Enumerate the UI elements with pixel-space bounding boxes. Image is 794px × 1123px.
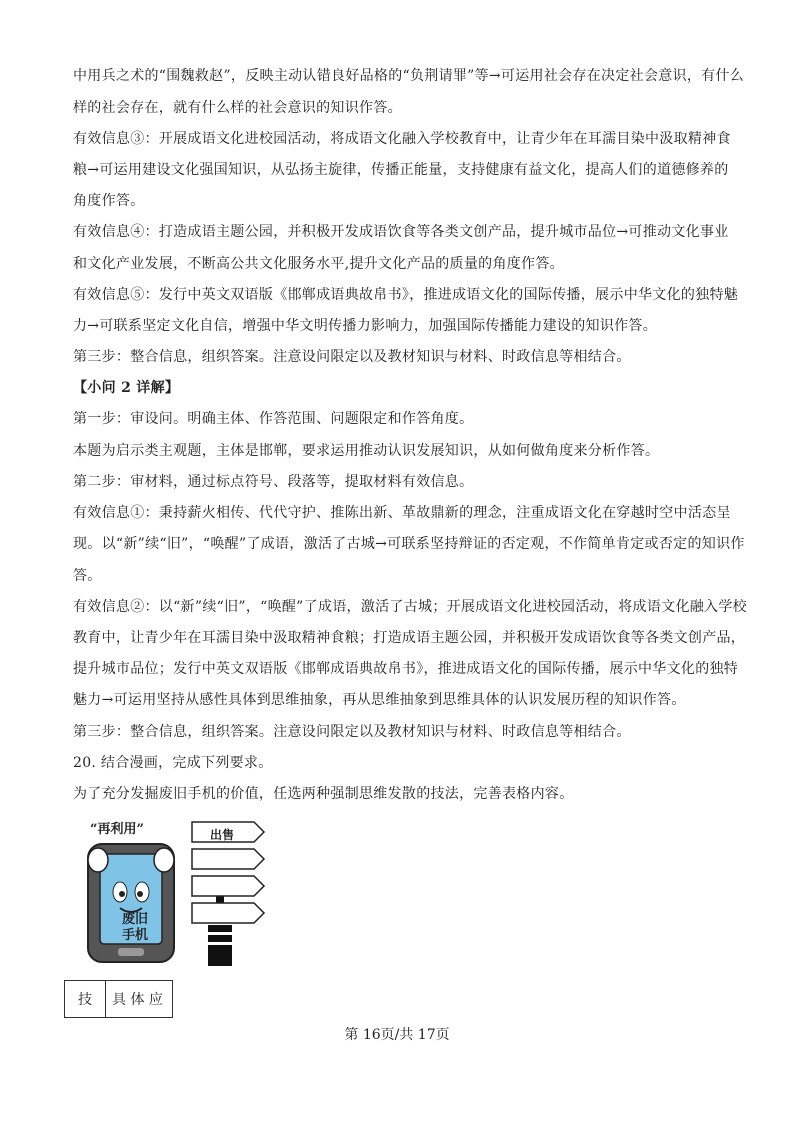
phone-and-signpost-illustration — [68, 818, 278, 970]
cartoon-figure — [68, 818, 278, 970]
table-cell: 具 体 应 — [106, 981, 173, 1018]
text-line: 第二步：审材料，通过标点符号、段落等，提取材料有效信息。 — [73, 474, 474, 490]
table-row — [65, 981, 173, 1018]
text-line: 提升城市品位；发行中英文双语版《邯郸成语典故帛书》，推进成语文化的国际传播，展示中华文化的独特 — [73, 661, 739, 677]
text-line: 答。 — [73, 568, 102, 584]
text-line: 中用兵之术的“围魏救赵”，反映主动认错良好品格的“负荆请罪”等→可运用社会存在决定社会意识，有什么 — [73, 68, 745, 84]
text-line: 粮→可运用建设文化强国知识，从弘扬主旋律，传播正能量，支持健康有益文化，提高人们的道德修养的 — [73, 162, 729, 178]
text-line: 有效信息④：打造成语主题公园，并积极开发成语饮食等各类文创产品，提升城市品位→可推动文化事业 — [73, 224, 729, 240]
section-heading: 【小问 2 详解】 — [73, 380, 180, 396]
technique-table — [64, 980, 173, 1018]
text-line: 有效信息①：秉持薪火相传、代代守护、推陈出新、革故鼎新的理念，注重成语文化在穿越时空中活态呈 — [73, 505, 731, 521]
sign-label: 出售 — [210, 828, 235, 842]
text-line: 现。以“新”续“旧”，“唤醒”了成语，激活了古城→可联系坚持辩证的否定观，不作简单肯定或否定的知识作 — [73, 536, 745, 552]
question-number: 20. 结合漫画，完成下列要求。 — [73, 755, 273, 771]
text-line: 第三步：整合信息，组织答案。注意设问限定以及教材知识与材料、时政信息等相结合。 — [73, 724, 631, 740]
page-footer: 第 16页/共 17页 — [344, 1027, 450, 1043]
phone-label-line: 手机 — [122, 928, 149, 943]
text-line: 本题为启示类主观题，主体是邯郸，要求运用推动认识发展知识，从如何做角度来分析作答。 — [73, 443, 660, 459]
text-line: 和文化产业发展，不断高公共文化服务水平,提升文化产品的质量的角度作答。 — [73, 256, 564, 272]
figure-caption: “再利用” — [90, 822, 144, 837]
text-line: 为了充分发掘废旧手机的价值，任选两种强制思维发散的技法，完善表格内容。 — [73, 786, 574, 802]
text-line: 教育中，让青少年在耳濡目染中汲取精神食粮；打造成语主题公园，并积极开发成语饮食等各类文创产品， — [73, 630, 746, 646]
phone-label-line: 废旧 — [122, 912, 149, 927]
text-line: 有效信息⑤：发行中英文双语版《邯郸成语典故帛书》，推进成语文化的国际传播，展示中华文化的独特魅 — [73, 287, 739, 303]
table-cell: 技 — [65, 981, 106, 1018]
text-line: 角度作答。 — [73, 193, 145, 209]
text-line: 有效信息③：开展成语文化进校园活动，将成语文化融入学校教育中，让青少年在耳濡目染中汲取精神食 — [73, 131, 731, 147]
text-line: 力→可联系坚定文化自信，增强中华文明传播力影响力，加强国际传播能力建设的知识作答。 — [73, 318, 658, 334]
text-line: 第一步：审设问。明确主体、作答范围、问题限定和作答角度。 — [73, 411, 474, 427]
text-line: 有效信息②：以“新”续“旧”，“唤醒”了成语，激活了古城；开展成语文化进校园活动，将成语文化融入学校 — [73, 599, 747, 615]
text-line: 第三步：整合信息，组织答案。注意设问限定以及教材知识与材料、时政信息等相结合。 — [73, 349, 631, 365]
phone-label — [122, 912, 148, 944]
text-line: 魅力→可运用坚持从感性具体到思维抽象，再从思维抽象到思维具体的认识发展历程的知识作答。 — [73, 692, 686, 708]
text-line: 样的社会存在，就有什么样的社会意识的知识作答。 — [73, 100, 402, 116]
